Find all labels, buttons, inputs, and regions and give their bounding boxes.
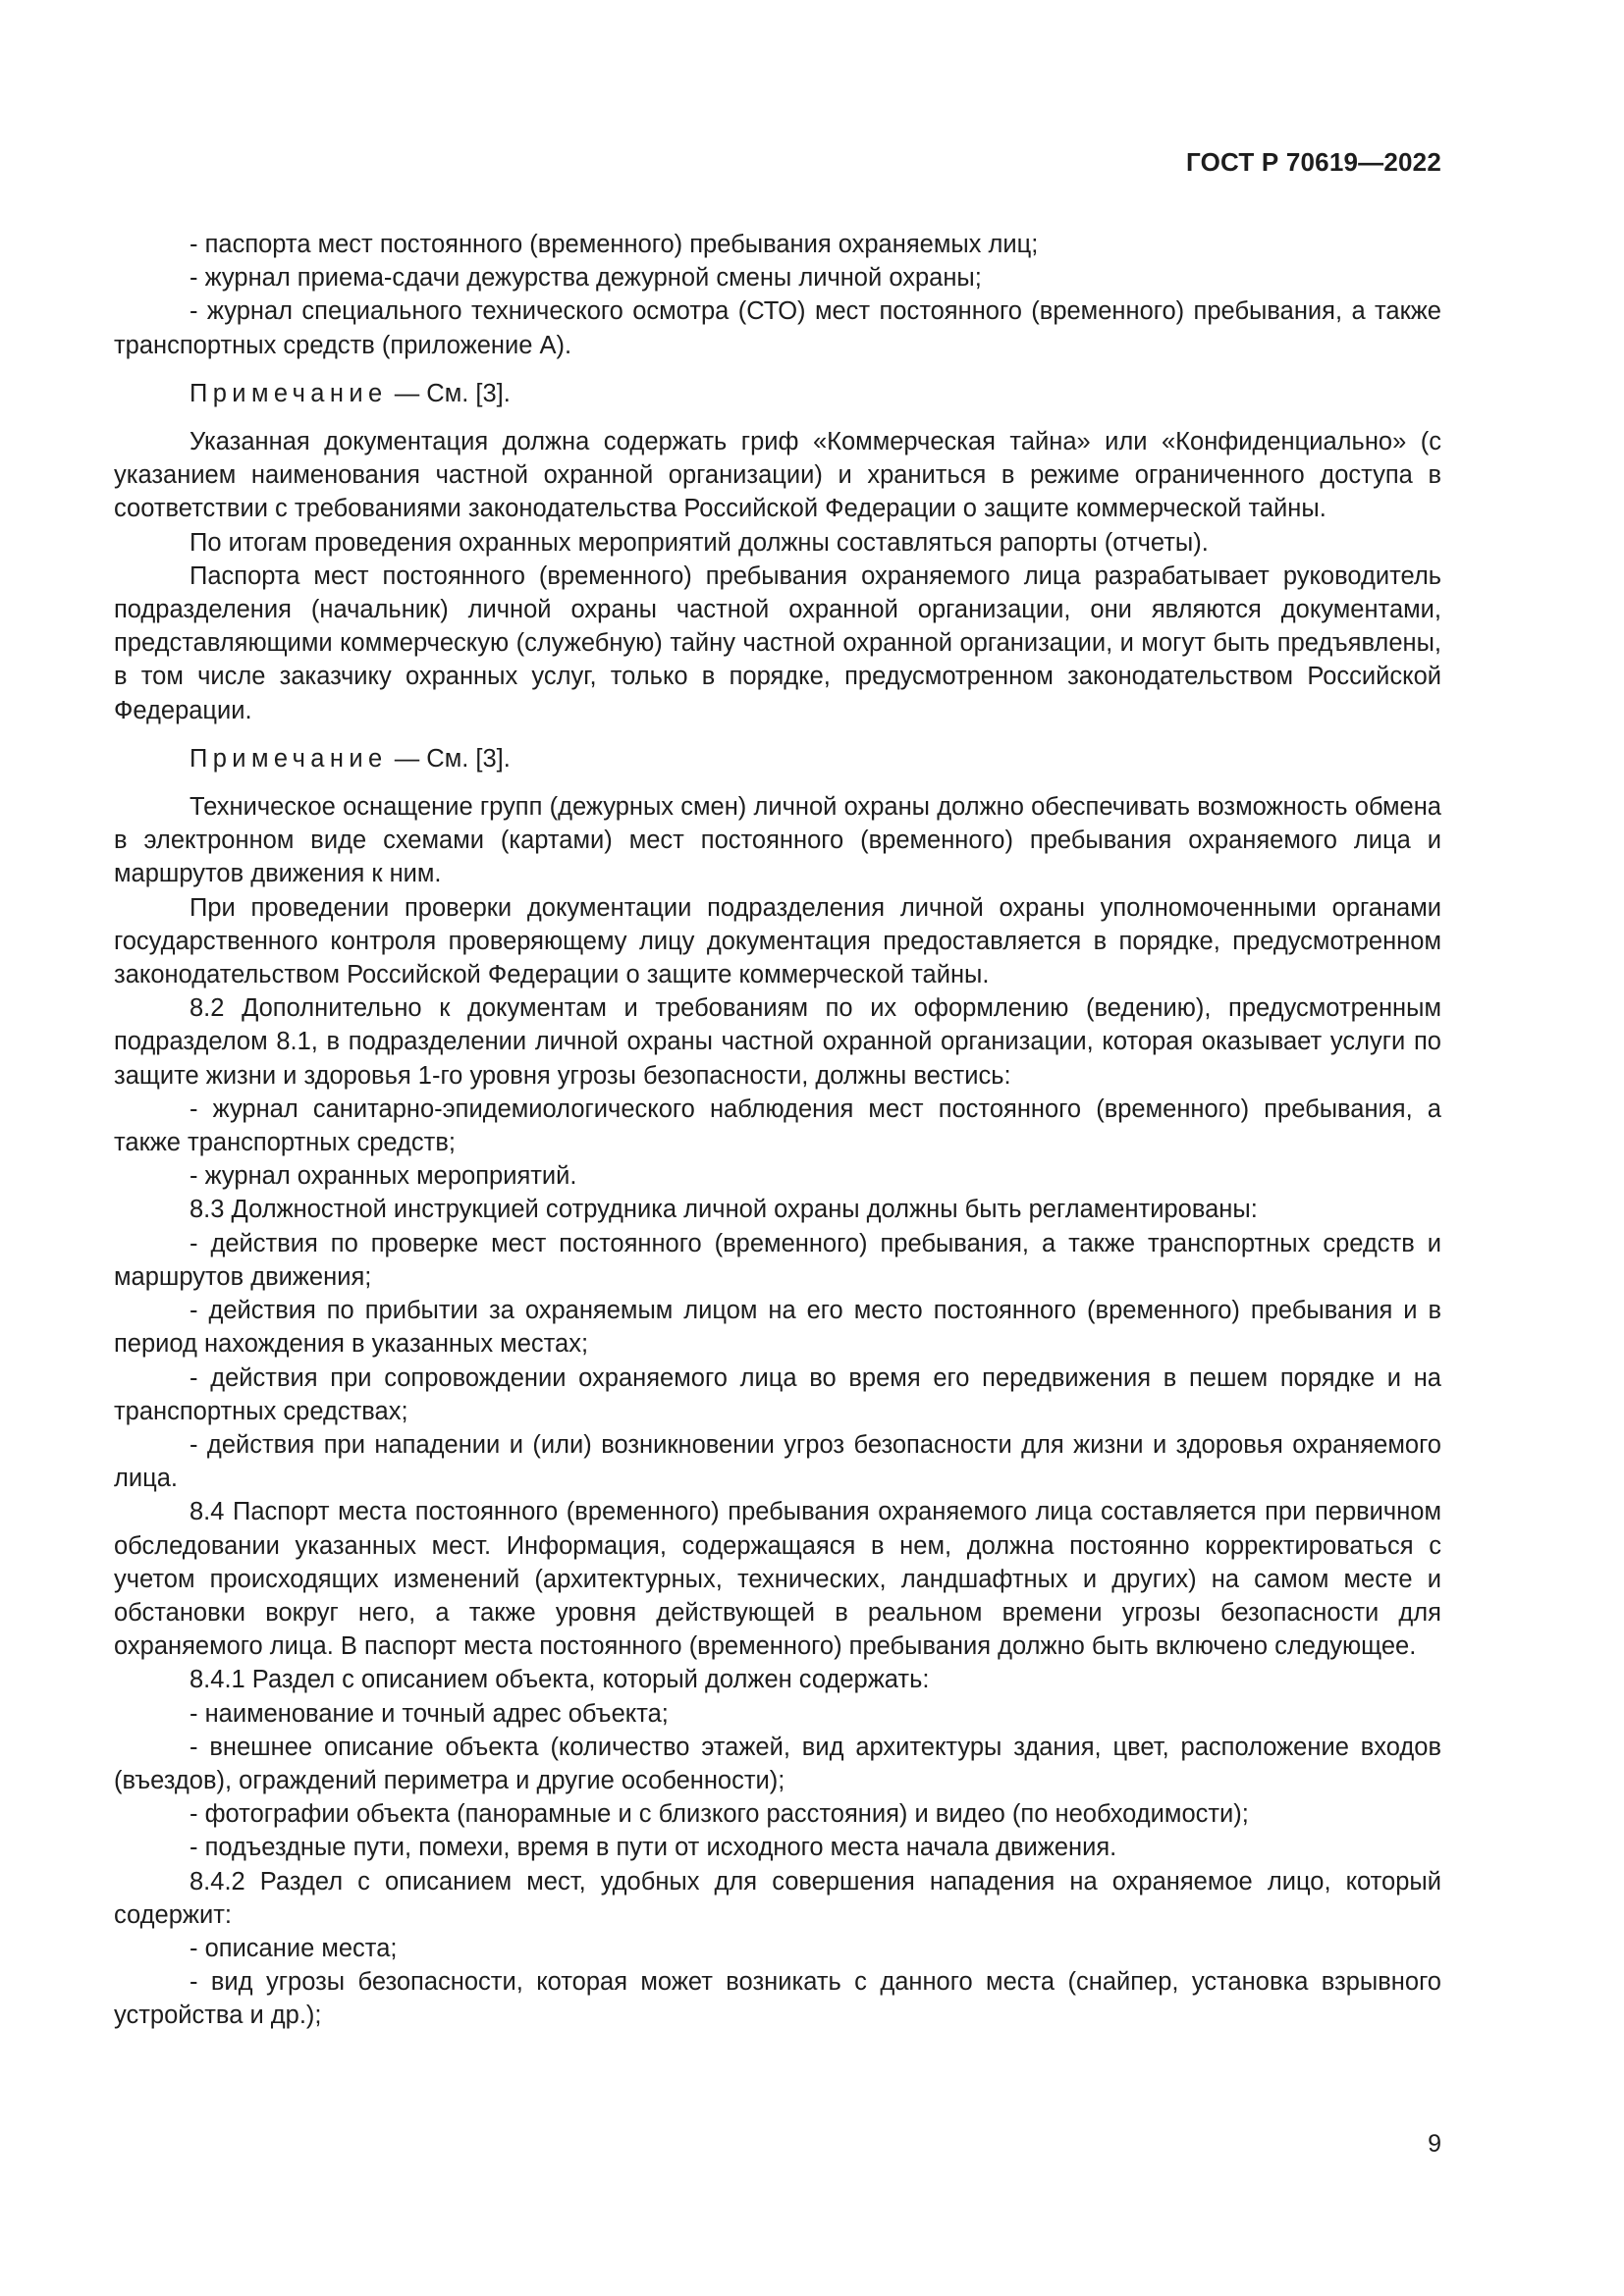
paragraph: Паспорта мест постоянного (временного) пребывания охраняемого лица разрабатывает руководитель подразделения (начальник) личной охраны частной охранной организации, они являются документами, представляющими коммерческую (служебную) тайну частной охранной организации, и могут быть предъявлены, в том числе заказчику охранных услуг, только в порядке, предусмотренном законодательством Российской Федерации. [114, 561, 1441, 724]
list-item: - журнал охранных мероприятий. [189, 1162, 577, 1191]
section-8-3: 8.3 Должностной инструкцией сотрудника личной охраны должны быть регламентированы: [189, 1196, 1258, 1224]
list-item: - журнал приема-сдачи дежурства дежурной смены личной охраны; [189, 264, 982, 293]
list-item: - описание места; [189, 1934, 398, 1962]
list-item: - журнал санитарно-эпидемиологического наблюдения мест постоянного (временного) пребывания, а также транспортных средств; [114, 1095, 1441, 1157]
note-text: — См. [3]. [387, 744, 511, 773]
note-label: Примечание [189, 379, 388, 407]
section-8-4: 8.4 Паспорт места постоянного (временного) пребывания охраняемого лица составляется при первичном обследовании указанных мест. Информация, содержащаяся в нем, должна постоянно корректироваться с учетом происходящих изменений (архитектурных, технических, ландшафтных и других) на самом месте и обстановки вокруг него, а также уровня действующей в реальном времени угрозы безопасности для охраняемого лица. В паспорт места постоянного (временного) пребывания должно быть включено следующее. [114, 1498, 1441, 1661]
paragraph: Указанная документация должна содержать гриф «Коммерческая тайна» или «Конфиденциально» (с указанием наименования частной охранной организации) и храниться в режиме ограниченного доступа в соответствии с требованиями законодательства Российской Федерации о защите коммерческой тайны. [114, 428, 1441, 523]
document-id-header: ГОСТ Р 70619—2022 [1186, 147, 1441, 177]
paragraph: Техническое оснащение групп (дежурных смен) личной охраны должно обеспечивать возможность обмена в электронном виде схемами (картами) мест постоянного (временного) пребывания охраняемого лица и маршрутов движения к ним. [114, 793, 1441, 888]
list-item: - действия по проверке мест постоянного (временного) пребывания, а также транспортных средств и маршрутов движения; [114, 1229, 1441, 1291]
note [114, 742, 1441, 775]
list-item: - подъездные пути, помехи, время в пути от исходного места начала движения. [189, 1834, 1117, 1862]
page-number: 9 [1428, 2130, 1441, 2158]
list-item: - паспорта мест постоянного (временного) пребывания охраняемых лиц; [189, 231, 1039, 258]
list-item: - действия при сопровождении охраняемого лица во время его передвижения в пешем порядке и на транспортных средствах; [114, 1363, 1441, 1425]
list-item: - действия по прибытии за охраняемым лицом на его место постоянного (временного) пребывания и в период нахождения в указанных местах; [114, 1297, 1441, 1359]
list-item: - внешнее описание объекта (количество этажей, вид архитектуры здания, цвет, расположение входов (въездов), ограждений периметра и другие особенности); [114, 1733, 1441, 1794]
list-item: - вид угрозы безопасности, которая может возникать с данного места (снайпер, установка взрывного устройства и др.); [114, 1968, 1441, 2030]
section-8-4-2: 8.4.2 Раздел с описанием мест, удобных для совершения нападения на охраняемое лицо, который содержит: [114, 1867, 1441, 1929]
list-item: - фотографии объекта (панорамные и с близкого расстояния) и видео (по необходимости); [189, 1800, 1249, 1829]
document-body [114, 228, 1441, 2033]
section-8-4-1: 8.4.1 Раздел с описанием объекта, который должен содержать: [189, 1666, 930, 1694]
note-text: — См. [3]. [387, 379, 511, 407]
section-8-2: 8.2 Дополнительно к документам и требованиям по их оформлению (ведению), предусмотренным подразделом 8.1, в подразделении личной охраны частной охранной организации, которая оказывает услуги по защите жизни и здоровья 1-го уровня угрозы безопасности, должны вестись: [114, 994, 1441, 1090]
list-item: - наименование и точный адрес объекта; [189, 1699, 669, 1728]
list-item: - журнал специального технического осмотра (СТО) мест постоянного (временного) пребывания, а также транспортных средств (приложение А). [114, 297, 1441, 359]
note [114, 377, 1441, 410]
list-item: - действия при нападении и (или) возникновении угроз безопасности для жизни и здоровья охраняемого лица. [114, 1430, 1441, 1493]
paragraph: По итогам проведения охранных мероприятий должны составляться рапорты (отчеты). [189, 528, 1209, 557]
note-label: Примечание [189, 744, 388, 773]
paragraph: При проведении проверки документации подразделения личной охраны уполномоченными органами государственного контроля проверяющему лицу документация предоставляется в порядке, предусмотренном законодательством Российской Федерации о защите коммерческой тайны. [114, 893, 1441, 989]
